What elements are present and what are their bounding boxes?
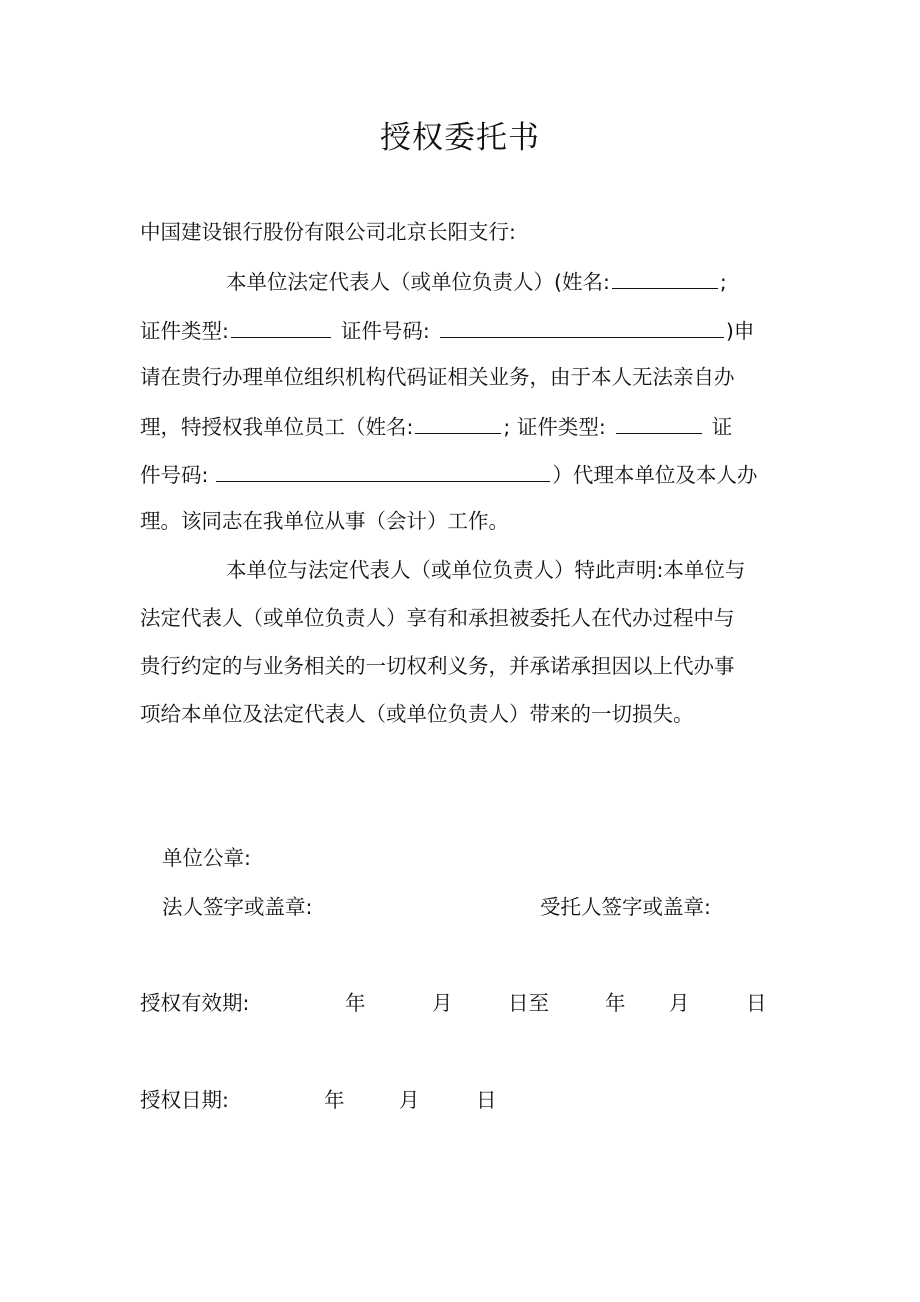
employee-id-type-blank[interactable] [616, 411, 702, 434]
para2-line3: 贵行约定的与业务相关的一切权利义务，并承诺承担因以上代办事 [140, 654, 735, 678]
para2-line4: 项给本单位及法定代表人（或单位负责人）带来的一切损失。 [140, 702, 694, 726]
para1-line5-end: ）代理本单位及本人办 [552, 463, 758, 487]
addressee: 中国建设银行股份有限公司北京长阳支行: [140, 220, 516, 244]
para1-line1-text: 本单位法定代表人（或单位负责人）(姓名: [226, 270, 610, 294]
validity-day-to: 日至 [508, 991, 549, 1015]
para1-line4 [140, 411, 732, 441]
para2-line2: 法定代表人（或单位负责人）享有和承担被委托人在代办过程中与 [140, 606, 735, 630]
para1-line1 [226, 266, 727, 296]
employee-name-label: 理，特授权我单位员工（姓名: [140, 415, 414, 439]
validity-day2: 日 [746, 991, 767, 1015]
employee-id-number-label: 件号码: [140, 463, 209, 487]
para2-line1: 本单位与法定代表人（或单位负责人）特此声明:本单位与 [226, 558, 746, 582]
id-number-blank[interactable] [440, 315, 724, 338]
auth-date-day: 日 [476, 1088, 497, 1112]
auth-date-label: 授权日期: [140, 1088, 229, 1112]
document-title: 授权委托书 [380, 120, 540, 156]
para1-line2-end: )申 [725, 319, 755, 343]
para1-line3: 请在贵行办理单位组织机构代码证相关业务，由于本人无法亲自办 [140, 365, 735, 389]
para1-line4-end: 证 [711, 415, 733, 439]
unit-seal-label: 单位公章: [162, 846, 251, 870]
para1-line2 [140, 315, 754, 345]
id-number-label: 证件号码: [340, 319, 430, 343]
validity-year1: 年 [345, 991, 366, 1015]
validity-label: 授权有效期: [140, 991, 250, 1015]
id-type-blank[interactable] [231, 315, 331, 338]
employee-id-number-blank[interactable] [216, 459, 550, 482]
para1-line1-end: ; [719, 270, 727, 294]
validity-month2: 月 [669, 991, 690, 1015]
auth-date-year: 年 [324, 1088, 345, 1112]
legal-sign-label: 法人签字或盖章: [162, 895, 313, 919]
agent-sign-label: 受托人签字或盖章: [540, 895, 711, 919]
para1-line6: 理。该同志在我单位从事（会计）工作。 [140, 509, 509, 533]
auth-date-month: 月 [399, 1088, 420, 1112]
id-type-label: 证件类型: [140, 319, 229, 343]
employee-id-type-label: ; 证件类型: [503, 415, 606, 439]
validity-year2: 年 [605, 991, 626, 1015]
validity-month1: 月 [432, 991, 453, 1015]
name-blank[interactable] [612, 266, 718, 289]
employee-name-blank[interactable] [415, 411, 501, 434]
para1-line5 [140, 459, 757, 489]
